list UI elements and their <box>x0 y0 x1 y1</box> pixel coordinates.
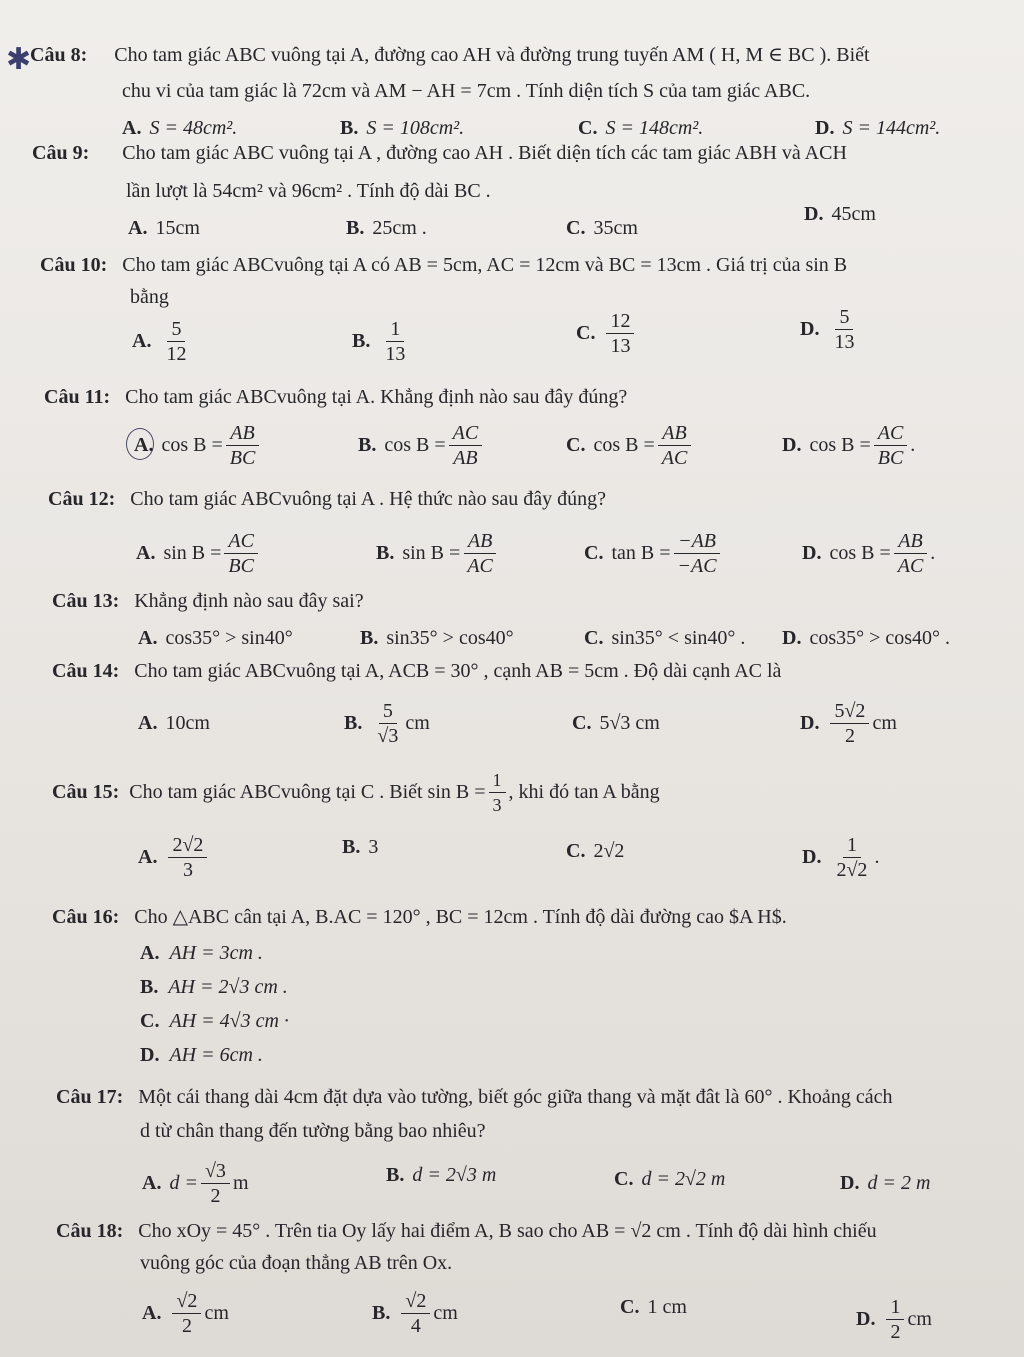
q16-option-d[interactable]: D. AH = 6cm . <box>140 1044 263 1066</box>
question-13-label: Câu 13: <box>52 590 120 612</box>
question-16-label: Câu 16: <box>52 906 120 928</box>
q10-option-b[interactable]: B. $\frac{1}{13}$ <box>352 317 406 365</box>
q9-option-b[interactable]: B. 25cm . <box>346 216 427 239</box>
question-18-line1: Cho xOy = 45° . Trên tia Oy lấy hai điểm A, B sao cho AB = √2 cm . Tính độ dài hình chiếu <box>138 1220 877 1242</box>
q15-option-c[interactable]: C. 2√2 <box>566 839 625 862</box>
question-12 <box>0 484 1024 582</box>
question-11-line1: Cho tam giác ABCvuông tại A. Khẳng định nào sau đây đúng? <box>125 386 628 408</box>
question-18-label: Câu 18: <box>56 1220 124 1242</box>
q8-option-d[interactable]: D. S = 144cm². <box>815 116 941 139</box>
q13-option-b[interactable]: B. sin35° > cos40° <box>360 626 514 649</box>
question-12-label: Câu 12: <box>48 488 116 510</box>
question-8-label: Câu 8: <box>30 44 88 66</box>
q10-option-d[interactable]: D. $\frac{5}{13}$ <box>800 305 855 353</box>
q13-option-d[interactable]: D. cos35° > cos40° . <box>782 626 951 649</box>
q14-option-d[interactable]: D. $\frac{5√2}{2}$ cm <box>800 699 897 747</box>
q17-option-a[interactable]: A. d = $\frac{√3}{2}$ m <box>142 1159 249 1207</box>
question-17-line2: d từ chân thang đến tường bằng bao nhiêu? <box>140 1120 486 1142</box>
question-16-line1: Cho △ABC cân tại A, B.AC = 120° , BC = 12cm . Tính độ dài đường cao $A H$. <box>134 906 787 928</box>
question-11-label: Câu 11: <box>44 386 111 408</box>
q16-option-a[interactable]: A. AH = 3cm . <box>140 942 263 964</box>
q14-option-c[interactable]: C. 5√3 cm <box>572 711 660 734</box>
question-8 <box>0 40 1024 150</box>
question-8-line1: Cho tam giác ABC vuông tại A, đường cao AH và đường trung tuyến AM ( H, M ∈ BC ). Biết <box>114 44 870 66</box>
q17-option-b[interactable]: B. d = 2√3 m <box>386 1163 497 1186</box>
q18-option-c[interactable]: C. 1 cm <box>620 1295 687 1318</box>
q12-option-b[interactable]: B. sin B = $\frac{AB}{AC}$ <box>376 524 500 582</box>
question-9-label: Câu 9: <box>32 142 90 164</box>
question-9-line1: Cho tam giác ABC vuông tại A , đường cao AH . Biết diện tích các tam giác ABH và ACH <box>122 142 847 164</box>
star-mark-icon: ✱ <box>6 43 32 76</box>
question-15-label: Câu 15: <box>52 781 120 803</box>
question-17-label: Câu 17: <box>56 1086 124 1108</box>
question-15-line1-pre: Cho tam giác ABCvuông tại C . Biết sin B = <box>129 781 486 803</box>
question-18-line2: vuông góc của đoạn thẳng AB trên Ox. <box>140 1252 453 1274</box>
q18-option-d[interactable]: D. $\frac{1}{2}$ cm <box>856 1295 932 1343</box>
q13-option-a[interactable]: A. cos35° > sin40° <box>138 626 293 649</box>
q11-option-a[interactable]: A. cos B = $\frac{AB}{BC}$ <box>134 416 262 474</box>
q8-option-a[interactable]: A. S = 48cm². <box>122 116 238 139</box>
question-15 <box>0 768 1024 886</box>
question-9-line2: lần lượt là 54cm² và 96cm² . Tính độ dài BC . <box>126 180 491 202</box>
q16-option-b[interactable]: B. AH = 2√3 cm . <box>140 976 288 998</box>
question-11 <box>0 382 1024 474</box>
question-18 <box>0 1216 1024 1342</box>
q17-option-d[interactable]: D. d = 2 m <box>840 1171 931 1194</box>
q8-option-b[interactable]: B. S = 108cm². <box>340 116 465 139</box>
question-13-line1: Khẳng định nào sau đây sai? <box>134 590 364 612</box>
q11-option-b[interactable]: B. cos B = $\frac{AC}{AB}$ <box>358 416 485 474</box>
question-15-line1-post: , khi đó tan A bằng <box>508 781 660 803</box>
q18-option-b[interactable]: B. $\frac{√2}{4}$ cm <box>372 1289 458 1337</box>
question-17 <box>0 1082 1024 1212</box>
question-8-line2: chu vi của tam giác là 72cm và AM − AH = 7cm . Tính diện tích S của tam giác ABC. <box>122 80 811 102</box>
q10-option-a[interactable]: A. $\frac{5}{12}$ <box>132 317 187 365</box>
q12-option-d[interactable]: D. cos B = $\frac{AB}{AC}$ . <box>802 529 936 577</box>
q9-option-a[interactable]: A. 15cm <box>128 216 200 239</box>
q13-option-c[interactable]: C. sin35° < sin40° . <box>584 626 746 649</box>
question-14-label: Câu 14: <box>52 660 120 682</box>
question-15-fraction: $\frac{1}{3}$ <box>489 768 506 817</box>
q9-option-c[interactable]: C. 35cm <box>566 216 638 239</box>
q12-option-a[interactable]: A. sin B = $\frac{AC}{BC}$ <box>136 524 261 582</box>
question-9 <box>0 138 1024 250</box>
q11-option-d[interactable]: D. cos B = $\frac{AC}{BC}$ . <box>782 421 916 469</box>
question-10-line2: bằng <box>130 286 169 308</box>
q14-option-b[interactable]: B. $\frac{5}{√3}$ cm <box>344 699 430 747</box>
q10-option-c[interactable]: C. $\frac{12}{13}$ <box>576 304 637 362</box>
q15-option-d[interactable]: D. $\frac{1}{2√2}$ . <box>802 833 880 881</box>
q18-option-a[interactable]: A. $\frac{√2}{2}$ cm <box>142 1289 229 1337</box>
question-14-line1: Cho tam giác ABCvuông tại A, ACB = 30° , cạnh AB = 5cm . Độ dài cạnh AC là <box>134 660 782 682</box>
q16-option-c[interactable]: C. AH = 4√3 cm · <box>140 1010 289 1032</box>
question-10-label: Câu 10: <box>40 254 108 276</box>
question-17-line1: Một cái thang dài 4cm đặt dựa vào tường, biết góc giữa thang và mặt đât là 60° . Khoảng cách <box>138 1086 893 1108</box>
q15-option-a[interactable]: A. $\frac{2√2}{3}$ <box>138 828 210 886</box>
question-12-line1: Cho tam giác ABCvuông tại A . Hệ thức nào sau đây đúng? <box>130 488 607 510</box>
question-10 <box>0 250 1024 370</box>
q14-option-a[interactable]: A. 10cm <box>138 711 210 734</box>
q11-option-c[interactable]: C. cos B = $\frac{AB}{AC}$ <box>566 416 694 474</box>
q12-option-c[interactable]: C. tan B = $\frac{-AB}{-AC}$ <box>584 524 724 582</box>
q9-option-d[interactable]: D. 45cm <box>804 202 876 225</box>
question-14 <box>0 656 1024 752</box>
question-10-line1: Cho tam giác ABCvuông tại A có AB = 5cm, AC = 12cm và BC = 13cm . Giá trị của sin B <box>122 254 848 276</box>
q17-option-c[interactable]: C. d = 2√2 m <box>614 1167 726 1190</box>
q8-option-c[interactable]: C. S = 148cm². <box>578 116 704 139</box>
q15-option-b[interactable]: B. 3 <box>342 835 379 858</box>
question-13 <box>0 586 1024 660</box>
question-16 <box>0 902 1024 1072</box>
